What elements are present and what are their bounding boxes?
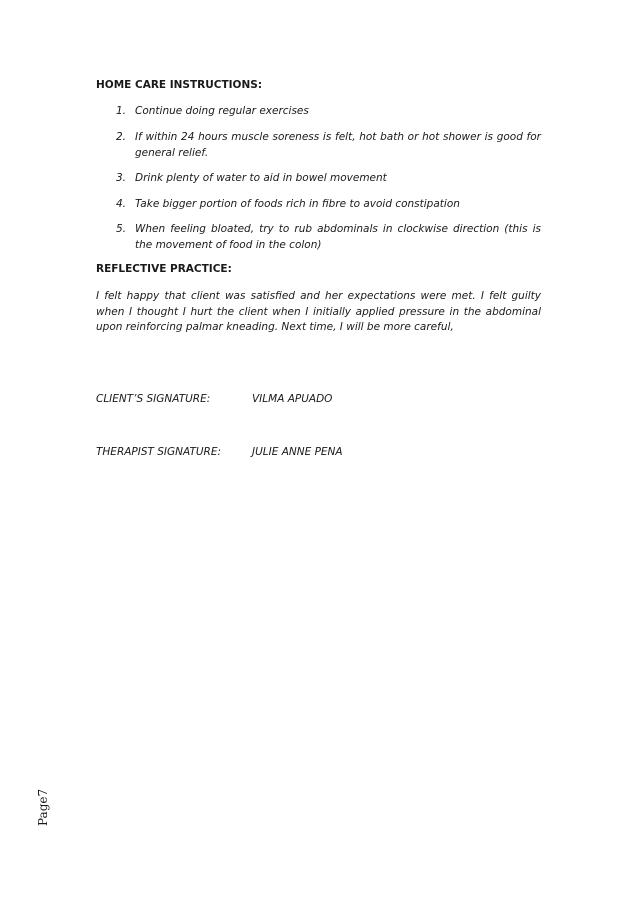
- home-care-heading: HOME CARE INSTRUCTIONS:: [96, 79, 263, 91]
- therapist-signature-name: JULIE ANNE PENA: [252, 446, 343, 458]
- client-signature-name: VILMA APUADO: [252, 393, 333, 405]
- reflective-paragraph: I felt happy that client was satisfied and her expectations were met. I felt guilty when I thought I hurt the client when I initially applied pressure in the abdominal upon reinforcing palmar kneading. Next time, I will be more careful,: [96, 290, 541, 333]
- list-item-number: 5.: [116, 223, 127, 235]
- list-item-text: Drink plenty of water to aid in bowel movement: [135, 172, 387, 184]
- list-item-text: When feeling bloated, try to rub abdominals in clockwise direction (this is the movement of food in the colon): [135, 223, 541, 251]
- reflective-heading: REFLECTIVE PRACTICE:: [96, 263, 232, 275]
- list-item-text: Continue doing regular exercises: [135, 105, 309, 117]
- list-item-number: 2.: [116, 131, 127, 143]
- list-item-text: If within 24 hours muscle soreness is felt, hot bath or hot shower is good for general relief.: [135, 131, 541, 159]
- list-item-number: 4.: [116, 198, 127, 210]
- therapist-signature-label: THERAPIST SIGNATURE:: [96, 446, 222, 458]
- list-item-number: 1.: [116, 105, 127, 117]
- page-number: Page7: [36, 788, 50, 826]
- list-item-number: 3.: [116, 172, 127, 184]
- list-item-text: Take bigger portion of foods rich in fibre to avoid constipation: [135, 198, 460, 210]
- client-signature-label: CLIENT’S SIGNATURE:: [96, 393, 211, 405]
